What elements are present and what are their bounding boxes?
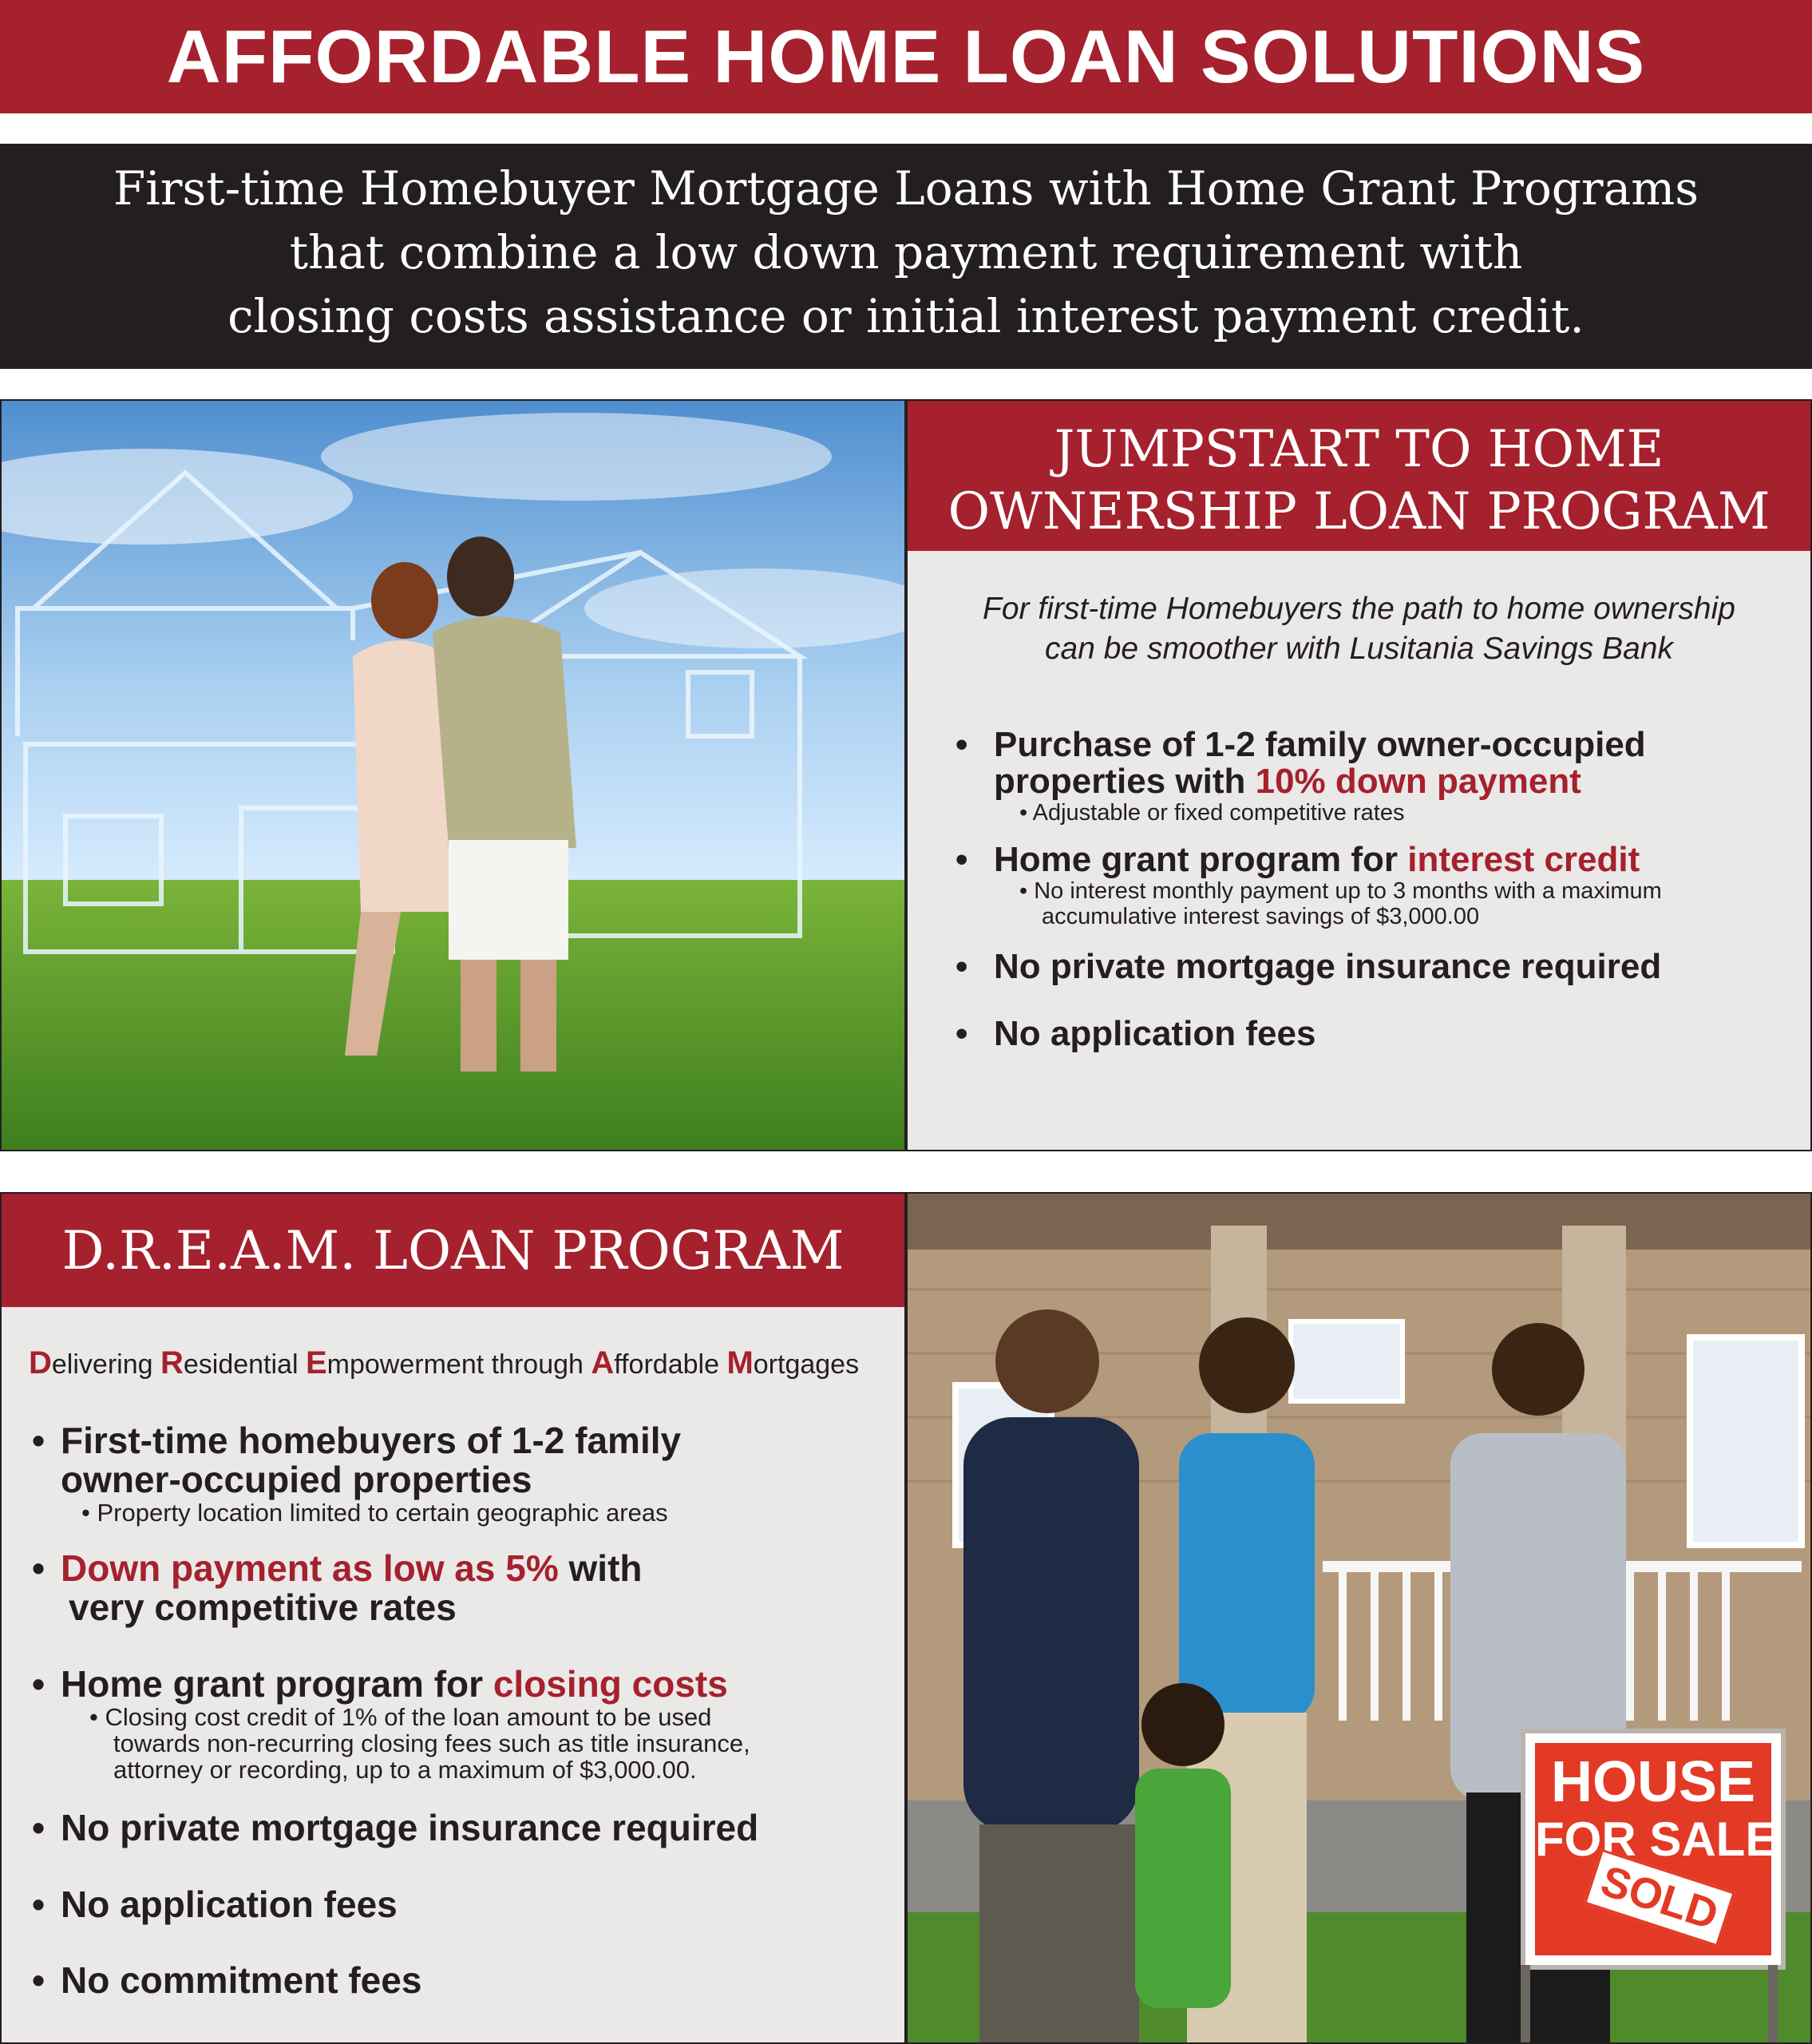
acronym-letter: R [160, 1345, 184, 1380]
dream-panel [0, 1192, 906, 2044]
sub-bullet: Closing cost credit of 1% of the loan amount to be used [105, 1703, 712, 1731]
sold-rider: SOLD [1584, 1849, 1735, 1947]
dream-acronym [29, 1345, 859, 1381]
intro-line: For first-time Homebuyers the path to home ownership [983, 592, 1735, 626]
jumpstart-heading [908, 401, 1810, 551]
top-banner [0, 0, 1812, 113]
bullet-text: very competitive rates [69, 1586, 457, 1628]
acronym-word: esidential [183, 1349, 306, 1380]
couple-dream-house-photo [0, 399, 906, 1151]
dream-heading-text: D.R.E.A.M. LOAN PROGRAM [61, 1219, 845, 1281]
page-title: AFFORDABLE HOME LOAN SOLUTIONS [166, 14, 1646, 98]
bullet-text: No private mortgage insurance required [61, 1807, 759, 1848]
jumpstart-heading-line: JUMPSTART TO HOME [1054, 420, 1664, 479]
sub-bullet-cont: towards non-recurring closing fees such as title insurance, [113, 1729, 750, 1757]
couple-dream-house-illustration [2, 401, 904, 1150]
acronym-word: mpowerment through [326, 1349, 591, 1380]
list-item: • First-time homebuyers of 1-2 family owner-occupied properties • Property location limited to certain geographic areas [32, 1421, 894, 1526]
bullet-text: Purchase of 1-2 family owner-occupied [994, 725, 1646, 764]
highlight-text: No commitment fees [61, 1959, 422, 2001]
list-item: • Purchase of 1-2 family owner-occupied properties with 10% down payment • Adjustable or fixed competitive rates [955, 727, 1802, 826]
roof-eave [908, 1194, 1810, 1250]
jumpstart-panel [906, 399, 1812, 1151]
intro-line: can be smoother with Lusitania Savings Bank [1045, 632, 1673, 666]
bullet-text: No application fees [994, 1014, 1316, 1053]
bullet-text: with [558, 1547, 643, 1589]
bullet-text: First-time homebuyers of 1-2 family [61, 1420, 682, 1461]
acronym-letter: D [29, 1345, 52, 1380]
jumpstart-intro [908, 589, 1810, 669]
acronym-letter: M [726, 1345, 754, 1380]
bullet-text: Home grant program for [994, 840, 1408, 879]
list-item: • No application fees [955, 1014, 1316, 1053]
sub-bullet: No interest monthly payment up to 3 months with a maximum [1034, 878, 1662, 904]
highlight-text: closing costs [493, 1663, 728, 1705]
list-item: • No commitment fees [32, 1959, 422, 2001]
window [1690, 1337, 1802, 1545]
acronym-word: ortgages [753, 1349, 860, 1380]
sub-bullet: Property location limited to certain geographic areas [97, 1499, 668, 1527]
sub-bullet-cont: attorney or recording, up to a maximum of $3,000.00. [113, 1756, 697, 1784]
cloud [321, 413, 832, 501]
sub-bullet: Adjustable or fixed competitive rates [1032, 800, 1405, 826]
highlight-text: 10% down payment [1255, 762, 1581, 801]
sub-bullet-cont: accumulative interest savings of $3,000.00 [1042, 904, 1480, 929]
list-item: • No application fees [32, 1884, 398, 1925]
bullet-text: No private mortgage insurance required [994, 947, 1662, 986]
highlight-text: interest credit [1407, 840, 1640, 879]
list-item: • Home grant program for interest credit • No interest monthly payment up to 3 months with a maximum accumulative interest savings of $3,000.00 [955, 842, 1802, 929]
acronym-letter: A [591, 1345, 615, 1380]
sign-text: HOUSE [1550, 1750, 1756, 1814]
subtitle-line: First-time Homebuyer Mortgage Loans with Home Grant Programs [113, 161, 1699, 216]
acronym-word: ffordable [614, 1349, 727, 1380]
list-item: • Down payment as low as 5% with very competitive rates [32, 1549, 894, 1627]
subtitle-line: closing costs assistance or initial interest payment credit. [227, 289, 1585, 343]
sign-post [1521, 1965, 1530, 2042]
list-item: • No private mortgage insurance required [32, 1807, 759, 1848]
bullet-text: Home grant program for [61, 1663, 493, 1705]
bullet-text: owner-occupied properties [61, 1459, 532, 1500]
list-item: • Home grant program for closing costs • Closing cost credit of 1% of the loan amount to be used towards non-recurring closing fees such as title insurance, attorney or recording, up to a maximum of $3,000.00. [32, 1665, 894, 1783]
bullet-text: No application fees [61, 1884, 398, 1925]
dream-heading [2, 1194, 904, 1307]
sign-post [1768, 1965, 1778, 2042]
subtitle-block [0, 144, 1812, 369]
acronym-word: elivering [51, 1349, 160, 1380]
sign-text: FOR SALE [1535, 1812, 1778, 1866]
subtitle-line: that combine a low down payment requirement with [289, 225, 1523, 279]
jumpstart-heading-line: OWNERSHIP LOAN PROGRAM [948, 482, 1770, 541]
family-keys-photo [906, 1192, 1812, 2044]
window [1291, 1321, 1403, 1401]
highlight-text: Down payment as low as 5% [61, 1547, 559, 1589]
list-item: • No private mortgage insurance required [955, 947, 1662, 986]
acronym-letter: E [305, 1345, 327, 1380]
bullet-text: properties with [994, 762, 1256, 801]
for-sale-sign [1521, 1729, 1786, 1970]
